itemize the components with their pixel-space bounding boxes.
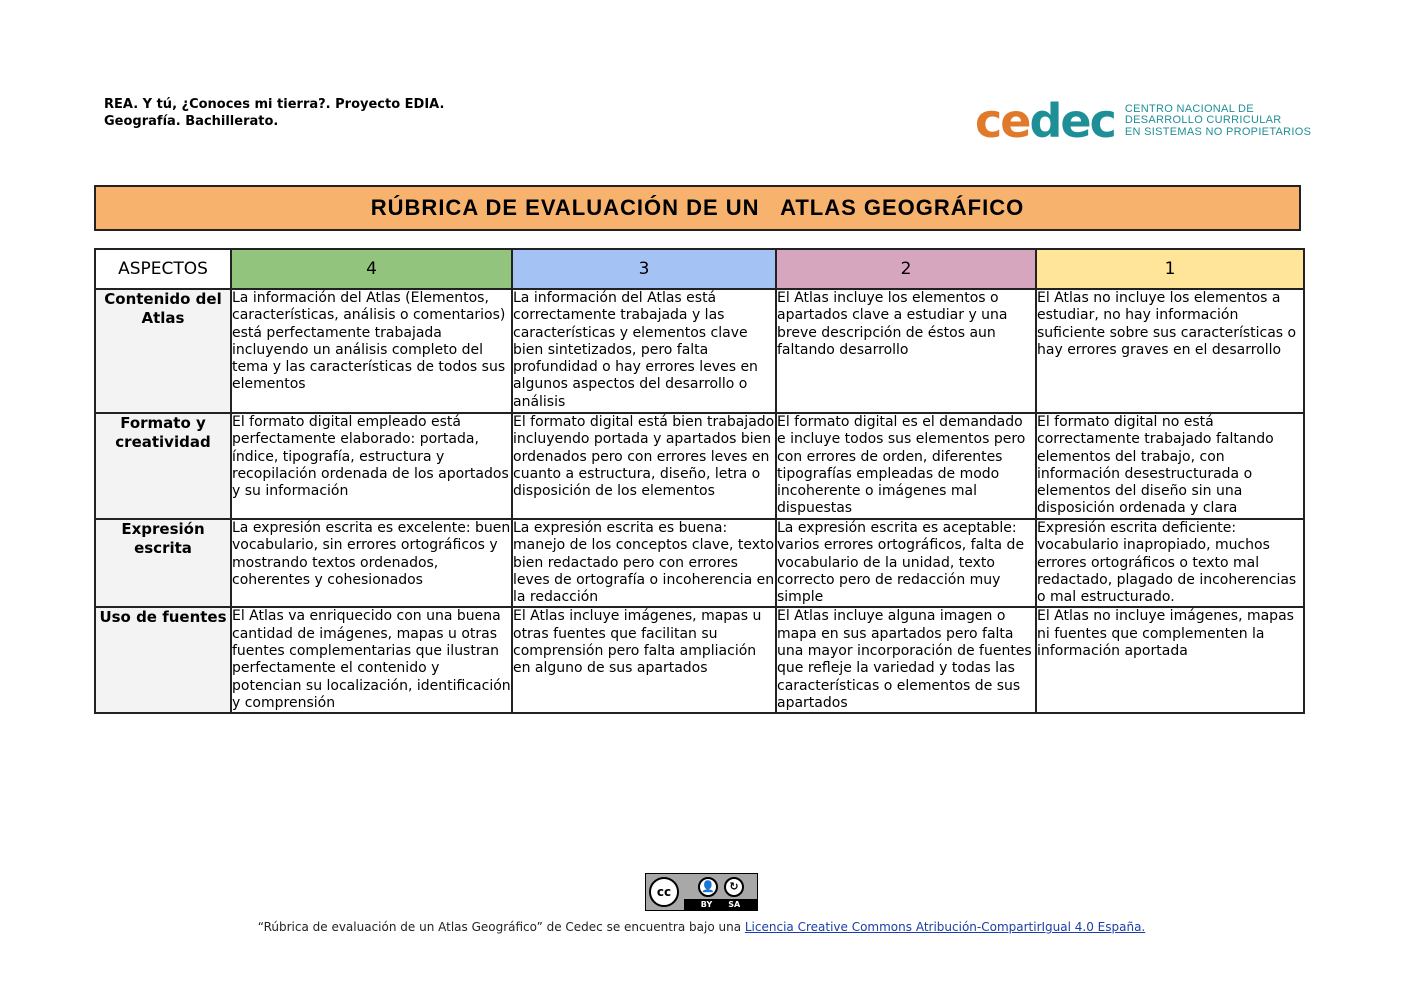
cc-icon: cc bbox=[649, 877, 679, 907]
aspect-label: Expresión escrita bbox=[95, 519, 231, 607]
header-score-2: 2 bbox=[776, 249, 1036, 289]
table-row bbox=[95, 607, 1304, 713]
criterion-cell: La información del Atlas (Elementos, características, análisis o comentarios) está perfectamente trabajada incluyendo un análisis completo del tema y las características de todos sus elementos bbox=[231, 289, 512, 413]
attribution-icon: 👤 bbox=[698, 877, 718, 897]
aspect-label: Contenido del Atlas bbox=[95, 289, 231, 413]
badge-by: BY bbox=[700, 900, 713, 909]
license-text: “Rúbrica de evaluación de un Atlas Geográfico” de Cedec se encuentra bajo una bbox=[257, 920, 745, 934]
header-score-1: 1 bbox=[1036, 249, 1304, 289]
license-link[interactable]: Licencia Creative Commons Atribución-CompartirIgual 4.0 España. bbox=[744, 920, 1146, 934]
criterion-cell: El formato digital empleado está perfectamente elaborado: portada, índice, tipografía, estructura y recopilación ordenada de los aportados y su información bbox=[231, 413, 512, 519]
criterion-cell: El formato digital es el demandado e incluye todos sus elementos pero con errores de orden, diferentes tipografías empleadas de modo incoherente o imágenes mal dispuestas bbox=[776, 413, 1036, 519]
license-statement bbox=[0, 920, 1403, 934]
table-row bbox=[95, 413, 1304, 519]
table-header-row bbox=[95, 249, 1304, 289]
badge-strip bbox=[684, 899, 757, 910]
criterion-cell: La expresión escrita es aceptable: varios errores ortográficos, falta de vocabulario de la unidad, texto correcto pero de redacción muy simple bbox=[776, 519, 1036, 607]
rubric-title: RÚBRICA DE EVALUACIÓN DE UN ATLAS GEOGRÁFICO bbox=[94, 185, 1301, 231]
table-row bbox=[95, 289, 1304, 413]
criterion-cell: El Atlas no incluye los elementos a estudiar, no hay información suficiente sobre sus características o hay errores graves en el desarrollo bbox=[1036, 289, 1304, 413]
header-aspects: ASPECTOS bbox=[95, 249, 231, 289]
cedec-logo bbox=[975, 94, 1312, 148]
cedec-logo-subtitle: CENTRO NACIONAL DE DESARROLLO CURRICULAR EN SISTEMAS NO PROPIETARIOS bbox=[1124, 102, 1312, 138]
criterion-cell: El formato digital está bien trabajado incluyendo portada y apartados bien ordenados pero con errores leves en cuanto a estructura, diseño, letra o disposición de los elementos bbox=[512, 413, 776, 519]
aspect-label: Uso de fuentes bbox=[95, 607, 231, 713]
criterion-cell: El Atlas va enriquecido con una buena cantidad de imágenes, mapas u otras fuentes complementarias que ilustran perfectamente el contenido y potencian su localización, identificación y comprensión bbox=[231, 607, 512, 713]
criterion-cell: La expresión escrita es buena: manejo de los conceptos clave, texto bien redactado pero con errores leves de ortografía o incoherencia en la redacción bbox=[512, 519, 776, 607]
header-line-subject: Geografía. Bachillerato. bbox=[104, 114, 279, 129]
document-header bbox=[104, 96, 444, 130]
badge-sa: SA bbox=[728, 900, 741, 909]
criterion-cell: El Atlas incluye imágenes, mapas u otras fuentes que facilitan su comprensión pero falta ampliación en alguno de sus apartados bbox=[512, 607, 776, 713]
header-line-project: REA. Y tú, ¿Conoces mi tierra?. Proyecto EDIA. bbox=[104, 97, 445, 112]
criterion-cell: La información del Atlas está correctamente trabajada y las características y elementos clave bien sintetizados, pero falta profundidad o hay errores leves en algunos aspectos del desarrollo o análisis bbox=[512, 289, 776, 413]
criterion-cell: El formato digital no está correctamente trabajado faltando elementos del trabajo, con información desestructurada o elementos del diseño sin una disposición ordenada y clara bbox=[1036, 413, 1304, 519]
rubric-table bbox=[94, 248, 1305, 714]
table-row bbox=[95, 519, 1304, 607]
license-footer bbox=[0, 873, 1403, 934]
cc-by-sa-badge[interactable] bbox=[645, 873, 758, 911]
header-score-4: 4 bbox=[231, 249, 512, 289]
header-score-3: 3 bbox=[512, 249, 776, 289]
share-alike-icon: ↻ bbox=[724, 877, 744, 897]
cedec-logo-word: cedec bbox=[975, 94, 1115, 148]
criterion-cell: El Atlas no incluye imágenes, mapas ni fuentes que complementen la información aportada bbox=[1036, 607, 1304, 713]
criterion-cell: La expresión escrita es excelente: buen vocabulario, sin errores ortográficos y mostrando textos ordenados, coherentes y cohesionados bbox=[231, 519, 512, 607]
aspect-label: Formato y creatividad bbox=[95, 413, 231, 519]
criterion-cell: Expresión escrita deficiente: vocabulario inapropiado, muchos errores ortográficos o texto mal redactado, plagado de incoherencias o mal estructurado. bbox=[1036, 519, 1304, 607]
criterion-cell: El Atlas incluye alguna imagen o mapa en sus apartados pero falta una mayor incorporación de fuentes que refleje la variedad y todas las características o elementos de sus apartados bbox=[776, 607, 1036, 713]
criterion-cell: El Atlas incluye los elementos o apartados clave a estudiar y una breve descripción de éstos aun faltando desarrollo bbox=[776, 289, 1036, 413]
